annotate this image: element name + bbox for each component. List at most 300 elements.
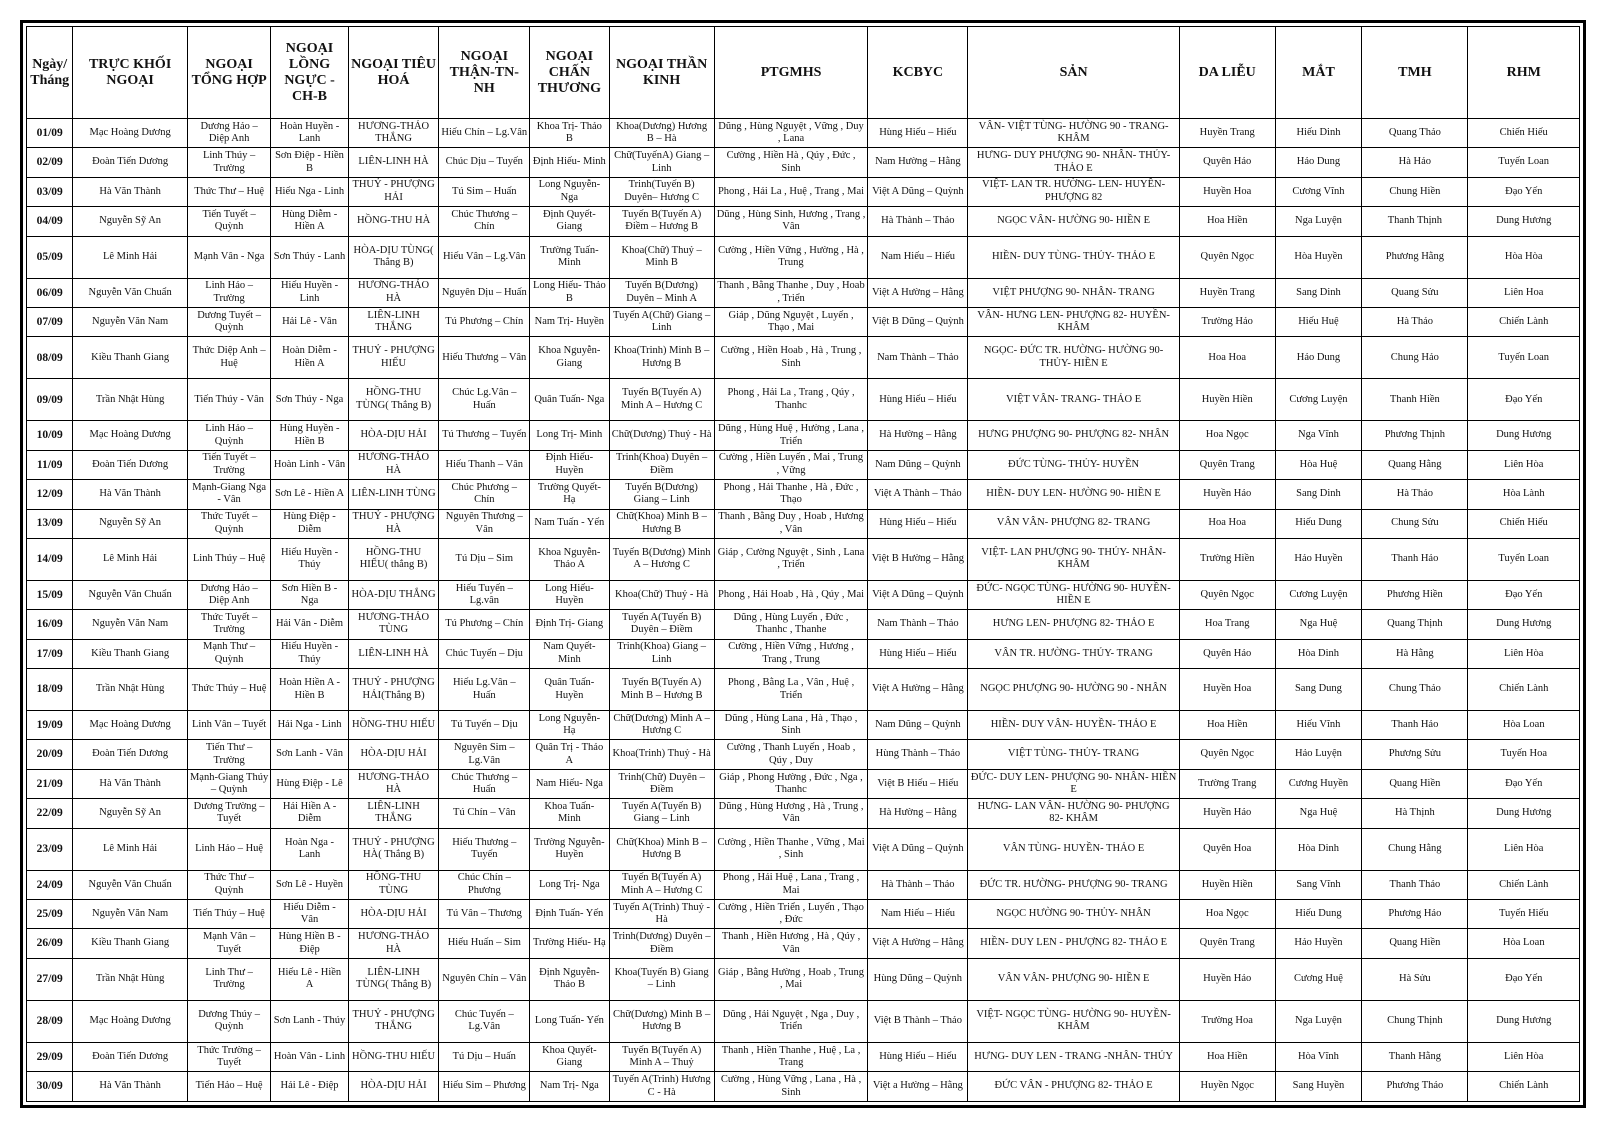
table-cell: Tuyến B(Tuyến A) Minh A – Hương C (609, 379, 714, 421)
table-cell: Hiếu Vân – Lg.Vân (439, 236, 530, 278)
table-cell: Trường Trang (1179, 769, 1275, 798)
table-cell: Nguyên Chín – Vân (439, 958, 530, 1000)
table-cell: Liên Hòa (1468, 450, 1580, 479)
table-cell: Nguyễn Văn Nam (73, 307, 187, 336)
table-cell: Lê Minh Hải (73, 828, 187, 870)
table-cell: Hòa Vĩnh (1275, 1042, 1362, 1071)
table-cell: Chiến Lành (1468, 307, 1580, 336)
table-cell: Hải Vân - Diễm (271, 610, 348, 639)
table-cell: Việt A Dũng – Quỳnh (868, 580, 968, 609)
table-cell: Tuyến B(Dương) Minh A – Hương C (609, 538, 714, 580)
table-cell: Nga Luyện (1275, 1000, 1362, 1042)
table-cell: Hoàn Huyền - Lanh (271, 119, 348, 148)
table-cell: Nga Huệ (1275, 610, 1362, 639)
table-cell: Huyền Hiền (1179, 870, 1275, 899)
table-cell: Quang Hiền (1362, 929, 1468, 958)
table-cell: Việt B Dũng – Quỳnh (868, 307, 968, 336)
table-cell: VÂN- VIỆT TÙNG- HƯỜNG 90 - TRANG- KHÂM (968, 119, 1179, 148)
table-cell: Nguyễn Văn Chuẩn (73, 278, 187, 307)
table-cell: Cường , Thanh Luyến , Hoab , Qúy , Duy (714, 740, 868, 769)
table-cell: Tiến Thúy – Huệ (187, 900, 271, 929)
table-cell: THUỶ - PHƯỢNG HIẾU (348, 337, 439, 379)
date-cell: 15/09 (27, 580, 73, 609)
table-cell: VIỆT PHƯỢNG 90- NHÂN- TRANG (968, 278, 1179, 307)
table-cell: Hòa Huệ (1275, 450, 1362, 479)
table-cell: Nguyên Thương – Vân (439, 509, 530, 538)
table-cell: Quang Thảo (1362, 119, 1468, 148)
table-cell: Hảo Luyện (1275, 740, 1362, 769)
table-cell: Hùng Điệp - Diễm (271, 509, 348, 538)
table-cell: Quang Hằng (1362, 450, 1468, 479)
table-cell: Hùng Hiếu – Hiếu (868, 509, 968, 538)
date-cell: 08/09 (27, 337, 73, 379)
table-cell: Hải Nga - Linh (271, 711, 348, 740)
table-cell: Tuyến Loan (1468, 337, 1580, 379)
table-cell: Lê Minh Hải (73, 236, 187, 278)
date-cell: 23/09 (27, 828, 73, 870)
table-cell: LIÊN-LINH HÀ (348, 639, 439, 668)
table-cell: Thanh , Bằng Duy , Hoab , Hương , Vân (714, 509, 868, 538)
table-cell: Dũng , Hùng Sinh, Hương , Trang , Vân (714, 207, 868, 236)
table-cell: Huyền Hảo (1179, 958, 1275, 1000)
table-cell: VÂN TÙNG- HUYỀN- THẢO E (968, 828, 1179, 870)
table-row (27, 1042, 1580, 1071)
table-cell: Linh Hảo – Huệ (187, 828, 271, 870)
table-cell: HÒA-DỊU HẢI (348, 421, 439, 450)
table-cell: Hà Văn Thành (73, 177, 187, 206)
table-cell: Phương Hằng (1362, 236, 1468, 278)
table-row (27, 610, 1580, 639)
table-row (27, 307, 1580, 336)
table-cell: Hà Thịnh (1362, 799, 1468, 828)
table-cell: Tuyến A(Trinh) Hương C - Hà (609, 1072, 714, 1102)
column-header: NGOẠI TIÊU HOÁ (348, 27, 439, 119)
table-cell: Hùng Diễm - Hiền A (271, 207, 348, 236)
table-row (27, 278, 1580, 307)
table-row (27, 379, 1580, 421)
table-cell: Tuyến A(Tuyến B) Giang – Linh (609, 799, 714, 828)
table-row (27, 337, 1580, 379)
table-cell: Dũng , Hùng Nguyệt , Vững , Duy , Lana (714, 119, 868, 148)
table-cell: Nam Trị- Huyền (530, 307, 609, 336)
table-cell: Hải Lê - Vân (271, 307, 348, 336)
table-cell: HƯƠNG-THẢO THẮNG (348, 119, 439, 148)
table-cell: Quyên Trang (1179, 450, 1275, 479)
table-cell: Huyền Hảo (1179, 480, 1275, 509)
table-cell: Nguyên Sim – Lg.Vân (439, 740, 530, 769)
table-cell: Cương Luyện (1275, 580, 1362, 609)
table-cell: Cường , Hiền Thanhe , Vững , Mai , Sinh (714, 828, 868, 870)
column-header: NGOẠI TỔNG HỢP (187, 27, 271, 119)
table-cell: Chúc Tuyến – Lg.Vân (439, 1000, 530, 1042)
table-cell: Trường Hiền (1179, 538, 1275, 580)
table-cell: Hòa Hòa (1468, 236, 1580, 278)
table-cell: Tiến Thư – Trường (187, 740, 271, 769)
table-cell: Đạo Yến (1468, 177, 1580, 206)
table-cell: Chiến Hiếu (1468, 119, 1580, 148)
table-cell: Tú Vân – Thương (439, 900, 530, 929)
table-cell: Tuyến B(Tuyến A) Minh A – Hương C (609, 870, 714, 899)
table-cell: Đoàn Tiến Dương (73, 740, 187, 769)
table-cell: Phong , Bằng La , Vân , Huệ , Triển (714, 669, 868, 711)
table-cell: Phương Sửu (1362, 740, 1468, 769)
table-cell: Nam Trị- Nga (530, 1072, 609, 1102)
table-cell: Nga Luyện (1275, 207, 1362, 236)
column-header: KCBYC (868, 27, 968, 119)
table-cell: Hà Hằng (1362, 639, 1468, 668)
table-cell: HƯNG- DUY PHƯỢNG 90- NHÂN- THỦY- THẢO E (968, 148, 1179, 177)
table-cell: Nam Thành – Thảo (868, 610, 968, 639)
table-cell: Trường Quyết- Hạ (530, 480, 609, 509)
table-cell: Thanh , Bằng Thanhe , Duy , Hoab , Triển (714, 278, 868, 307)
table-cell: Định Tuấn- Yến (530, 900, 609, 929)
table-cell: THUỶ - PHƯỢNG HÀ (348, 509, 439, 538)
table-cell: Việt A Hường – Hằng (868, 278, 968, 307)
date-cell: 07/09 (27, 307, 73, 336)
table-row (27, 480, 1580, 509)
column-header: Ngày/ Tháng (27, 27, 73, 119)
table-cell: Chữ(Khoa) Minh B – Hương B (609, 509, 714, 538)
table-cell: Quân Tuấn- Huyền (530, 669, 609, 711)
table-cell: Hùng Điệp - Lê (271, 769, 348, 798)
date-cell: 27/09 (27, 958, 73, 1000)
table-cell: Long Trị- Nga (530, 870, 609, 899)
table-cell: Chiến Hiếu (1468, 509, 1580, 538)
table-cell: Hùng Hiếu – Hiếu (868, 119, 968, 148)
table-row (27, 148, 1580, 177)
table-cell: Quang Thịnh (1362, 610, 1468, 639)
table-cell: VÂN- HƯNG LEN- PHƯỢNG 82- HUYỀN- KHÂM (968, 307, 1179, 336)
table-cell: Việt A Hường – Hằng (868, 669, 968, 711)
table-cell: Hoàn Diễm - Hiền A (271, 337, 348, 379)
table-cell: Khoa(Trinh) Thuỷ - Hà (609, 740, 714, 769)
date-cell: 11/09 (27, 450, 73, 479)
table-cell: Hiếu Thanh – Vân (439, 450, 530, 479)
table-cell: Linh Thúy – Huệ (187, 538, 271, 580)
table-cell: Trinh(Dương) Duyên – Điềm (609, 929, 714, 958)
table-cell: ĐỨC- NGỌC TÙNG- HƯỜNG 90- HUYỀN- HIỀN E (968, 580, 1179, 609)
table-cell: Hảo Dung (1275, 337, 1362, 379)
table-cell: Liên Hòa (1468, 828, 1580, 870)
table-cell: LIÊN-LINH THẮNG (348, 799, 439, 828)
table-cell: Chữ(Dương) Minh A – Hương C (609, 711, 714, 740)
table-cell: Dương Trường – Tuyết (187, 799, 271, 828)
table-cell: Lê Minh Hải (73, 538, 187, 580)
table-cell: HƯƠNG-THẢO HÀ (348, 278, 439, 307)
table-cell: ĐỨC- DUY LEN- PHƯỢNG 90- NHÂN- HIỀN E (968, 769, 1179, 798)
table-row (27, 177, 1580, 206)
table-cell: Chữ(Khoa) Minh B – Hương B (609, 828, 714, 870)
table-cell: Phương Thịnh (1362, 421, 1468, 450)
table-cell: VÂN TR. HƯỜNG- THỦY- TRANG (968, 639, 1179, 668)
table-cell: Nguyễn Văn Chuẩn (73, 580, 187, 609)
table-cell: Đạo Yến (1468, 769, 1580, 798)
table-cell: NGỌC- ĐỨC TR. HƯỜNG- HƯỜNG 90- THỦY- HIỀN E (968, 337, 1179, 379)
table-cell: Hòa Loan (1468, 929, 1580, 958)
table-cell: Khoa(Trinh) Minh B – Hương B (609, 337, 714, 379)
table-cell: Mạnh-Giang Thúy – Quỳnh (187, 769, 271, 798)
table-cell: Cường , Hiền Luyến , Mai , Trung , Vững (714, 450, 868, 479)
table-cell: Đạo Yến (1468, 379, 1580, 421)
table-cell: HƯƠNG-THẢO HÀ (348, 450, 439, 479)
table-cell: Dung Hương (1468, 207, 1580, 236)
table-row (27, 828, 1580, 870)
table-cell: Hoa Hiền (1179, 711, 1275, 740)
table-cell: Chung Hảo (1362, 337, 1468, 379)
table-cell: HƯNG PHƯỢNG 90- PHƯỢNG 82- NHÂN (968, 421, 1179, 450)
table-cell: Đoàn Tiến Dương (73, 1042, 187, 1071)
table-cell: Hà Văn Thành (73, 1072, 187, 1102)
table-cell: HIỀN- DUY VÂN- HUYỀN- THẢO E (968, 711, 1179, 740)
table-cell: Chiến Lành (1468, 1072, 1580, 1102)
table-cell: Việt A Dũng – Quỳnh (868, 828, 968, 870)
table-cell: Cường , Hiền Hoab , Hà , Trung , Sinh (714, 337, 868, 379)
table-cell: Hảo Dung (1275, 148, 1362, 177)
table-cell: Phong , Hải La , Trang , Qúy , Thanhc (714, 379, 868, 421)
table-cell: LIÊN-LINH HÀ (348, 148, 439, 177)
date-cell: 04/09 (27, 207, 73, 236)
table-cell: Nguyễn Sỹ An (73, 509, 187, 538)
table-cell: Hoa Ngọc (1179, 900, 1275, 929)
table-cell: Trần Nhật Hùng (73, 958, 187, 1000)
table-cell: Quyên Ngọc (1179, 580, 1275, 609)
header-row (27, 27, 1580, 119)
table-cell: Nam Hiếu – Hiếu (868, 900, 968, 929)
table-cell: Tiến Hảo – Huệ (187, 1072, 271, 1102)
table-row (27, 236, 1580, 278)
table-cell: Huyền Hoa (1179, 669, 1275, 711)
table-cell: VÂN VÂN- PHƯỢNG 90- HIỀN E (968, 958, 1179, 1000)
date-cell: 13/09 (27, 509, 73, 538)
table-cell: Huyền Trang (1179, 278, 1275, 307)
table-cell: Linh Vân – Tuyết (187, 711, 271, 740)
table-cell: Quang Hiền (1362, 769, 1468, 798)
table-cell: Giáp , Cường Nguyệt , Sinh , Lana , Triển (714, 538, 868, 580)
date-cell: 03/09 (27, 177, 73, 206)
table-cell: Hùng Hiền B - Điệp (271, 929, 348, 958)
date-cell: 26/09 (27, 929, 73, 958)
table-cell: Hiếu Lê - Hiền A (271, 958, 348, 1000)
table-cell: HÒA-DỊU THẮNG (348, 580, 439, 609)
table-cell: Hùng Huyền - Hiền B (271, 421, 348, 450)
table-cell: Tuyến A(Tuyến B) Duyên – Điềm (609, 610, 714, 639)
table-cell: Chúc Dịu – Tuyến (439, 148, 530, 177)
table-cell: Cường , Hiền Triển , Luyến , Thạo , Đức (714, 900, 868, 929)
table-cell: Hùng Hiếu – Hiếu (868, 639, 968, 668)
table-cell: Cương Huệ (1275, 958, 1362, 1000)
table-cell: Hiếu Dung (1275, 509, 1362, 538)
table-cell: Định Nguyễn- Thảo B (530, 958, 609, 1000)
table-row (27, 580, 1580, 609)
table-cell: Hà Văn Thành (73, 480, 187, 509)
table-cell: Hùng Dũng – Quỳnh (868, 958, 968, 1000)
column-header: PTGMHS (714, 27, 868, 119)
table-cell: Trinh(Khoa) Giang – Linh (609, 639, 714, 668)
table-cell: Long Trị- Minh (530, 421, 609, 450)
table-cell: Tuyến B(Tuyến A) Minh B – Hương B (609, 669, 714, 711)
table-cell: Tú Phương – Chín (439, 610, 530, 639)
table-cell: VIỆT VÂN- TRANG- THẢO E (968, 379, 1179, 421)
table-cell: ĐỨC TÙNG- THỦY- HUYỀN (968, 450, 1179, 479)
table-cell: Dũng , Hùng Lana , Hà , Thạo , Sinh (714, 711, 868, 740)
table-cell: Định Trị- Giang (530, 610, 609, 639)
table-cell: HIỀN- DUY TÙNG- THỦY- THẢO E (968, 236, 1179, 278)
table-row (27, 639, 1580, 668)
table-cell: Kiều Thanh Giang (73, 337, 187, 379)
table-cell: Hiếu Diễm - Vân (271, 900, 348, 929)
table-cell: Quyên Ngọc (1179, 740, 1275, 769)
table-cell: HƯNG- LAN VÂN- HƯỜNG 90- PHƯỢNG 82- KHÂM (968, 799, 1179, 828)
table-row (27, 929, 1580, 958)
table-cell: Tú Phương – Chín (439, 307, 530, 336)
table-cell: Hà Hường – Hằng (868, 421, 968, 450)
table-cell: Dũng , Hải Nguyệt , Nga , Duy , Triển (714, 1000, 868, 1042)
table-row (27, 769, 1580, 798)
table-cell: Tuyến Hiếu (1468, 900, 1580, 929)
table-cell: Định Quyết- Giang (530, 207, 609, 236)
table-cell: Trần Nhật Hùng (73, 379, 187, 421)
table-cell: Sơn Điệp - Hiền B (271, 148, 348, 177)
table-cell: Dung Hương (1468, 1000, 1580, 1042)
table-cell: Việt a Hường – Hằng (868, 1072, 968, 1102)
table-cell: Hảo Huyền (1275, 538, 1362, 580)
table-cell: Đạo Yến (1468, 958, 1580, 1000)
table-cell: Phương Hảo (1362, 900, 1468, 929)
table-cell: Sơn Lê - Huyền (271, 870, 348, 899)
table-cell: Hiếu Thương – Tuyến (439, 828, 530, 870)
table-cell: Phương Hiền (1362, 580, 1468, 609)
table-cell: Nguyễn Văn Nam (73, 900, 187, 929)
table-cell: Quang Sửu (1362, 278, 1468, 307)
table-cell: Cương Huyền (1275, 769, 1362, 798)
date-cell: 09/09 (27, 379, 73, 421)
table-cell: Hòa Lành (1468, 480, 1580, 509)
table-cell: VIỆT- LAN TR. HƯỜNG- LEN- HUYỀN- PHƯỢNG 82 (968, 177, 1179, 206)
table-cell: THUỶ - PHƯỢNG HÀ( Thắng B) (348, 828, 439, 870)
table-cell: Quyên Trang (1179, 929, 1275, 958)
table-cell: HÒA-DỊU HẢI (348, 900, 439, 929)
table-cell: Hoàn Hiền A - Hiền B (271, 669, 348, 711)
table-cell: HỒNG-THU HIẾU (348, 711, 439, 740)
date-cell: 16/09 (27, 610, 73, 639)
table-cell: Hiếu Huyền - Thúy (271, 538, 348, 580)
table-cell: Linh Thư – Trường (187, 958, 271, 1000)
date-cell: 29/09 (27, 1042, 73, 1071)
table-cell: Tiến Tuyết – Trường (187, 450, 271, 479)
table-cell: Sang Dinh (1275, 480, 1362, 509)
date-cell: 01/09 (27, 119, 73, 148)
table-cell: Thanh Hiền (1362, 379, 1468, 421)
table-cell: Hà Hảo (1362, 148, 1468, 177)
table-row (27, 870, 1580, 899)
table-cell: Mạnh-Giang Nga - Vân (187, 480, 271, 509)
date-cell: 28/09 (27, 1000, 73, 1042)
table-cell: Nam Dũng – Quỳnh (868, 711, 968, 740)
table-row (27, 711, 1580, 740)
table-row (27, 669, 1580, 711)
table-cell: Dung Hương (1468, 799, 1580, 828)
table-cell: Sang Dung (1275, 669, 1362, 711)
table-cell: HƯNG- DUY LEN - TRANG -NHÂN- THỦY (968, 1042, 1179, 1071)
date-cell: 21/09 (27, 769, 73, 798)
table-cell: HƯƠNG-THẢO TÙNG (348, 610, 439, 639)
table-cell: Cương Luyện (1275, 379, 1362, 421)
table-cell: Nam Quyết- Minh (530, 639, 609, 668)
table-cell: Chữ(Dương) Minh B – Hương B (609, 1000, 714, 1042)
date-cell: 12/09 (27, 480, 73, 509)
table-cell: THUỶ - PHƯỢNG HẢI(Thắng B) (348, 669, 439, 711)
table-cell: Quân Tuấn- Nga (530, 379, 609, 421)
table-cell: Thanh Thảo (1362, 870, 1468, 899)
date-cell: 10/09 (27, 421, 73, 450)
table-cell: Việt A Hường – Hằng (868, 929, 968, 958)
table-cell: NGỌC PHƯỢNG 90- HƯỜNG 90 - NHÂN (968, 669, 1179, 711)
table-cell: Tú Tuyến – Dịu (439, 711, 530, 740)
table-cell: Quyên Hoa (1179, 828, 1275, 870)
table-cell: Nguyễn Sỹ An (73, 207, 187, 236)
table-cell: HÒA-DỊU HẢI (348, 740, 439, 769)
column-header: NGOẠI THẬN-TN-NH (439, 27, 530, 119)
table-cell: Phong , Hải Huệ , Lana , Trang , Mai (714, 870, 868, 899)
table-cell: Sơn Lê - Hiền A (271, 480, 348, 509)
duty-schedule-table (26, 26, 1580, 1102)
table-cell: Sơn Thúy - Nga (271, 379, 348, 421)
table-cell: Thức Thư – Huệ (187, 177, 271, 206)
table-cell: HỒNG-THU HIẾU (348, 1042, 439, 1071)
table-cell: Khoa Nguyễn- Thảo A (530, 538, 609, 580)
table-cell: Huyền Trang (1179, 119, 1275, 148)
table-cell: Hùng Thành – Thảo (868, 740, 968, 769)
table-cell: HIỀN- DUY LEN - PHƯỢNG 82- THẢO E (968, 929, 1179, 958)
column-header: DA LIỄU (1179, 27, 1275, 119)
table-cell: Việt A Dũng – Quỳnh (868, 177, 968, 206)
table-row (27, 900, 1580, 929)
table-cell: Đoàn Tiến Dương (73, 450, 187, 479)
table-cell: Linh Hảo – Quỳnh (187, 421, 271, 450)
table-row (27, 421, 1580, 450)
table-cell: Chữ(Dương) Thuỷ - Hà (609, 421, 714, 450)
table-cell: Hòa Dinh (1275, 828, 1362, 870)
table-cell: NGỌC VÂN- HƯỜNG 90- HIỀN E (968, 207, 1179, 236)
table-cell: Nguyên Dịu – Huấn (439, 278, 530, 307)
table-cell: Tú Chín – Vân (439, 799, 530, 828)
table-row (27, 207, 1580, 236)
table-cell: Huyền Hoa (1179, 177, 1275, 206)
table-cell: Cương Vĩnh (1275, 177, 1362, 206)
table-cell: Cường , Hiền Vững , Hường , Hà , Trung (714, 236, 868, 278)
table-cell: Hòa Loan (1468, 711, 1580, 740)
table-cell: Quyên Hảo (1179, 639, 1275, 668)
table-cell: Trần Nhật Hùng (73, 669, 187, 711)
table-cell: Chúc Thương – Chín (439, 207, 530, 236)
schedule-frame (20, 20, 1586, 1108)
table-cell: Mạc Hoàng Dương (73, 119, 187, 148)
table-cell: Trinh(Khoa) Duyên – Điềm (609, 450, 714, 479)
table-cell: Giáp , Phong Hường , Đức , Nga , Thanhc (714, 769, 868, 798)
table-cell: Cường , Hùng Vững , Lana , Hà , Sinh (714, 1072, 868, 1102)
table-cell: HỒNG-THU TÙNG( Thắng B) (348, 379, 439, 421)
table-row (27, 799, 1580, 828)
date-cell: 30/09 (27, 1072, 73, 1102)
table-cell: Định Hiếu- Minh (530, 148, 609, 177)
table-cell: Hòa Huyền (1275, 236, 1362, 278)
table-cell: Tuyến A(Trinh) Thuỷ - Hà (609, 900, 714, 929)
column-header: RHM (1468, 27, 1580, 119)
table-row (27, 119, 1580, 148)
table-cell: Hiếu Huấn – Sim (439, 929, 530, 958)
date-cell: 20/09 (27, 740, 73, 769)
table-cell: Nguyễn Sỹ An (73, 799, 187, 828)
